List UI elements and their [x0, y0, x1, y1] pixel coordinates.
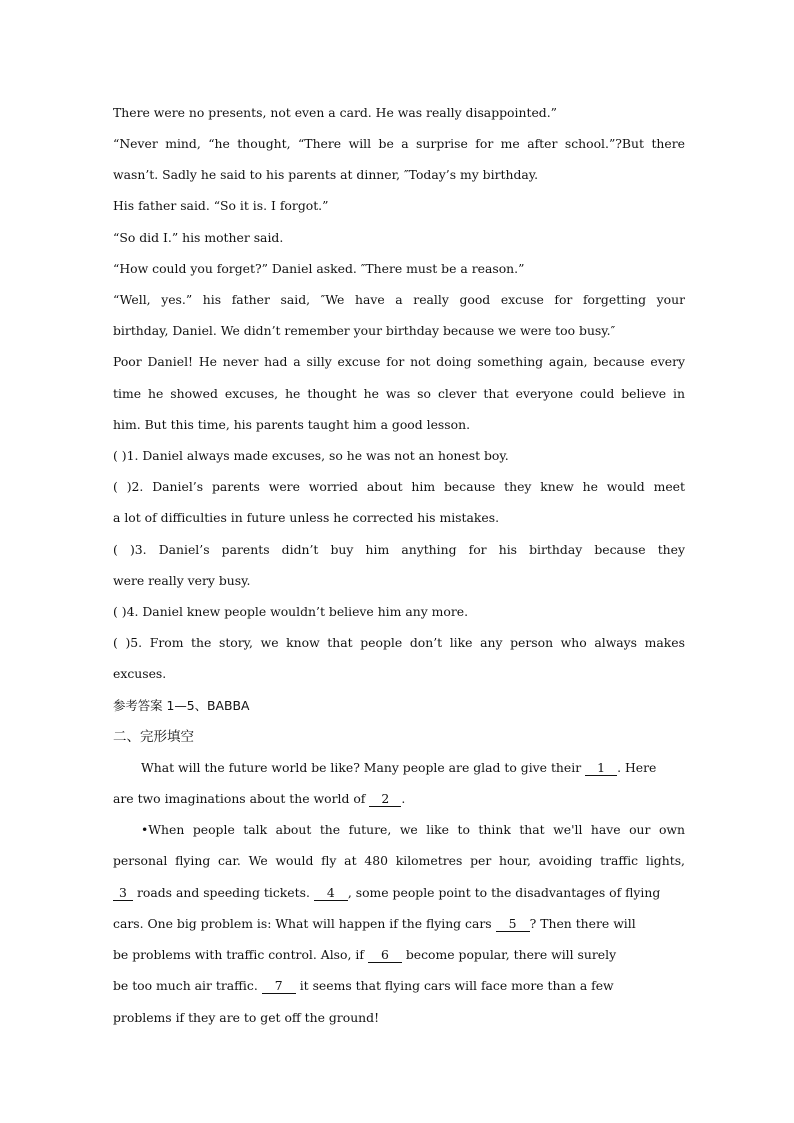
question-3-continued: were really very busy.	[113, 573, 251, 588]
cloze-text: become popular, there will surely	[405, 947, 617, 962]
question-2: ( )2. Daniel’s parents were worried about him because they knew he would meet	[113, 479, 685, 494]
cloze-text: . Here	[617, 760, 657, 775]
cloze-line-2	[113, 791, 685, 807]
blank-2: 2	[369, 792, 401, 807]
blank-4: 4	[314, 886, 348, 901]
cloze-text: ? Then there will	[529, 916, 636, 931]
story-line-9: Poor Daniel! He never had a silly excuse for not doing something again, because every	[113, 354, 685, 369]
story-line-4: His father said. “So it is. I forgot.”	[113, 198, 329, 213]
cloze-text: are two imaginations about the world of	[113, 791, 366, 806]
cloze-text: , some people point to the disadvantages of flying	[347, 885, 661, 900]
story-line-3: wasn’t. Sadly he said to his parents at dinner, ″Today’s my birthday.	[113, 167, 539, 182]
cloze-text: be problems with traffic control. Also, if	[113, 947, 364, 962]
cloze-line-7	[113, 947, 685, 963]
cloze-line-3: •When people talk about the future, we like to think that we'll have our own	[141, 822, 685, 837]
cloze-line-9: problems if they are to get off the ground!	[113, 1010, 380, 1025]
story-line-11: him. But this time, his parents taught him a good lesson.	[113, 417, 471, 432]
blank-5: 5	[496, 917, 530, 932]
story-line-5: “So did I.” his mother said.	[113, 230, 284, 245]
story-line-8: birthday, Daniel. We didn’t remember your birthday because we were too busy.″	[113, 323, 616, 338]
blank-7: 7	[262, 979, 296, 994]
cloze-text: be too much air traffic.	[113, 978, 258, 993]
question-2-continued: a lot of difficulties in future unless he corrected his mistakes.	[113, 510, 500, 525]
story-line-6: “How could you forget?” Daniel asked. ″There must be a reason.”	[113, 261, 525, 276]
blank-1: 1	[585, 761, 617, 776]
cloze-line-8	[113, 978, 685, 994]
cloze-text: What will the future world be like? Many people are glad to give their	[141, 760, 582, 775]
cloze-text: roads and speeding tickets.	[136, 885, 310, 900]
blank-6: 6	[368, 948, 402, 963]
cloze-line-5	[113, 885, 685, 901]
cloze-line-4: personal flying car. We would fly at 480 kilometres per hour, avoiding traffic lights,	[113, 853, 685, 868]
answer-key: 参考答案 1—5、BABBA	[113, 698, 250, 713]
cloze-text: it seems that flying cars will face more than a few	[299, 978, 614, 993]
blank-3: 3	[113, 886, 133, 901]
question-4: ( )4. Daniel knew people wouldn’t believe him any more.	[113, 604, 469, 619]
story-line-10: time he showed excuses, he thought he was so clever that everyone could believe in	[113, 386, 685, 401]
section-heading: 二、完形填空	[113, 729, 194, 745]
story-line-7: “Well, yes.” his father said, ″We have a really good excuse for forgetting your	[113, 292, 685, 307]
question-3: ( )3. Daniel’s parents didn’t buy him anything for his birthday because they	[113, 542, 685, 557]
story-line-1: There were no presents, not even a card. He was really disappointed.”	[113, 105, 557, 120]
question-5-continued: excuses.	[113, 666, 167, 681]
cloze-line-6	[113, 916, 685, 932]
cloze-line-1	[141, 760, 685, 776]
story-line-2: “Never mind, “he thought, “There will be a surprise for me after school.”?But there	[113, 136, 685, 151]
question-1: ( )1. Daniel always made excuses, so he was not an honest boy.	[113, 448, 509, 463]
cloze-text: .	[401, 791, 406, 806]
question-5: ( )5. From the story, we know that people don’t like any person who always makes	[113, 635, 685, 650]
cloze-text: cars. One big problem is: What will happen if the flying cars	[113, 916, 492, 931]
